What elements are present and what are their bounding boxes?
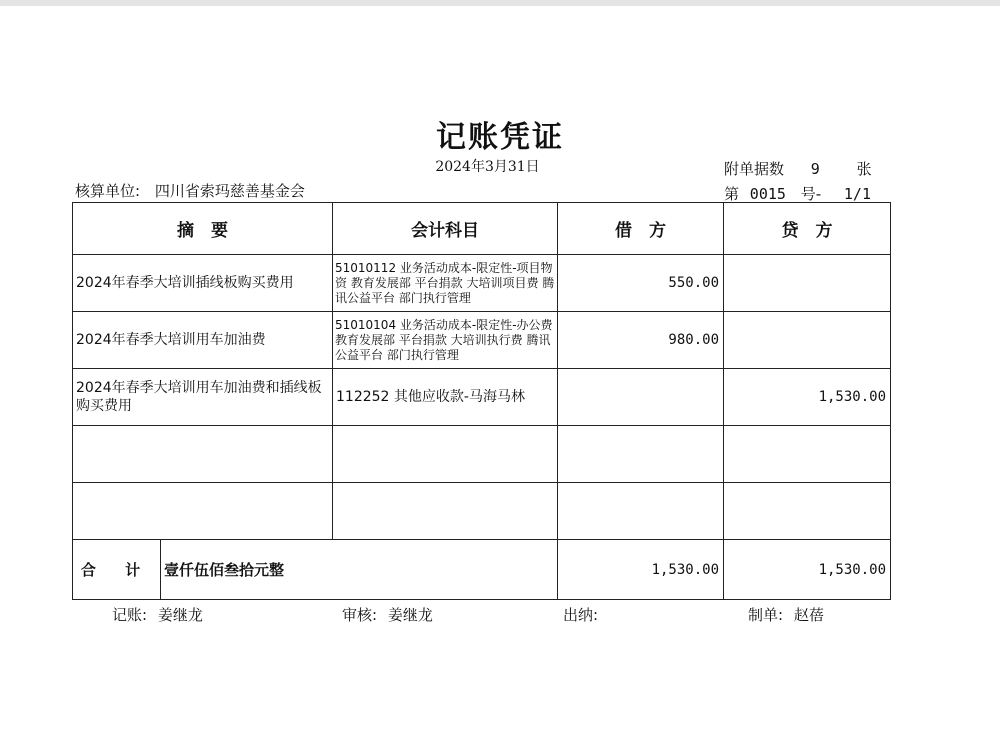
header-credit: 贷 方 (724, 203, 891, 255)
entry-credit: 1,530.00 (724, 369, 891, 426)
entry-summary: 2024年春季大培训用车加油费和插线板购买费用 (73, 369, 333, 426)
attachments-label: 附单据数 (724, 160, 785, 178)
signature-preparer (748, 604, 824, 625)
attachments-unit: 张 (856, 160, 872, 178)
voucher-table (72, 202, 891, 600)
unit-label: 核算单位: (75, 182, 141, 200)
total-debit: 1,530.00 (558, 540, 724, 600)
header-summary: 摘 要 (73, 203, 333, 255)
signature-reviewer (342, 604, 433, 625)
number-suffix: 号- (800, 185, 822, 203)
unit-name: 四川省索玛慈善基金会 (154, 182, 305, 200)
number-prefix: 第 (724, 185, 740, 203)
voucher-title: 记账凭证 (436, 120, 564, 155)
entry-summary (73, 483, 333, 540)
table-row (73, 312, 891, 369)
entry-summary (73, 426, 333, 483)
entry-account: 51010104 业务活动成本-限定性-办公费 教育发展部 平台捐款 大培训执行费 腾讯公益平台 部门执行管理 (333, 312, 558, 369)
bookkeeper-label: 记账: (112, 606, 148, 624)
scan-top-edge (0, 0, 1000, 6)
attachments-count: 9 (810, 160, 820, 178)
entry-debit (558, 426, 724, 483)
table-row (73, 426, 891, 483)
reviewer-name: 姜继龙 (387, 606, 433, 624)
entry-debit (558, 483, 724, 540)
bookkeeper-name: 姜继龙 (157, 606, 203, 624)
number-value: 0015 (749, 185, 786, 203)
signature-cashier (563, 604, 604, 625)
entry-credit (724, 426, 891, 483)
table-row (73, 369, 891, 426)
preparer-label: 制单: (748, 606, 784, 624)
entry-account (333, 426, 558, 483)
voucher-number (724, 183, 871, 204)
header-account: 会计科目 (333, 203, 558, 255)
entry-credit (724, 255, 891, 312)
total-amount-words: 壹仟伍佰叁拾元整 (161, 540, 558, 600)
header-row (73, 203, 891, 255)
entry-summary: 2024年春季大培训插线板购买费用 (73, 255, 333, 312)
preparer-name: 赵蓓 (793, 606, 824, 624)
entry-debit: 550.00 (558, 255, 724, 312)
table-row (73, 255, 891, 312)
entry-debit (558, 369, 724, 426)
entry-credit (724, 483, 891, 540)
entry-account (333, 483, 558, 540)
attachments-info (724, 158, 872, 179)
entry-account: 51010112 业务活动成本-限定性-项目物资 教育发展部 平台捐款 大培训项目费 腾讯公益平台 部门执行管理 (333, 255, 558, 312)
voucher-date: 2024年3月31日 (435, 159, 540, 175)
header-debit: 借 方 (558, 203, 724, 255)
table-row (73, 483, 891, 540)
total-row (73, 540, 891, 600)
entry-account: 112252 其他应收款-马海马林 (333, 369, 558, 426)
reviewer-label: 审核: (342, 606, 378, 624)
entry-debit: 980.00 (558, 312, 724, 369)
total-label: 合 计 (73, 540, 161, 600)
entry-credit (724, 312, 891, 369)
page-indicator: 1/1 (843, 185, 871, 203)
accounting-unit (75, 180, 305, 201)
signature-bookkeeper (112, 604, 203, 625)
cashier-label: 出纳: (563, 606, 599, 624)
entry-summary: 2024年春季大培训用车加油费 (73, 312, 333, 369)
total-credit: 1,530.00 (724, 540, 891, 600)
